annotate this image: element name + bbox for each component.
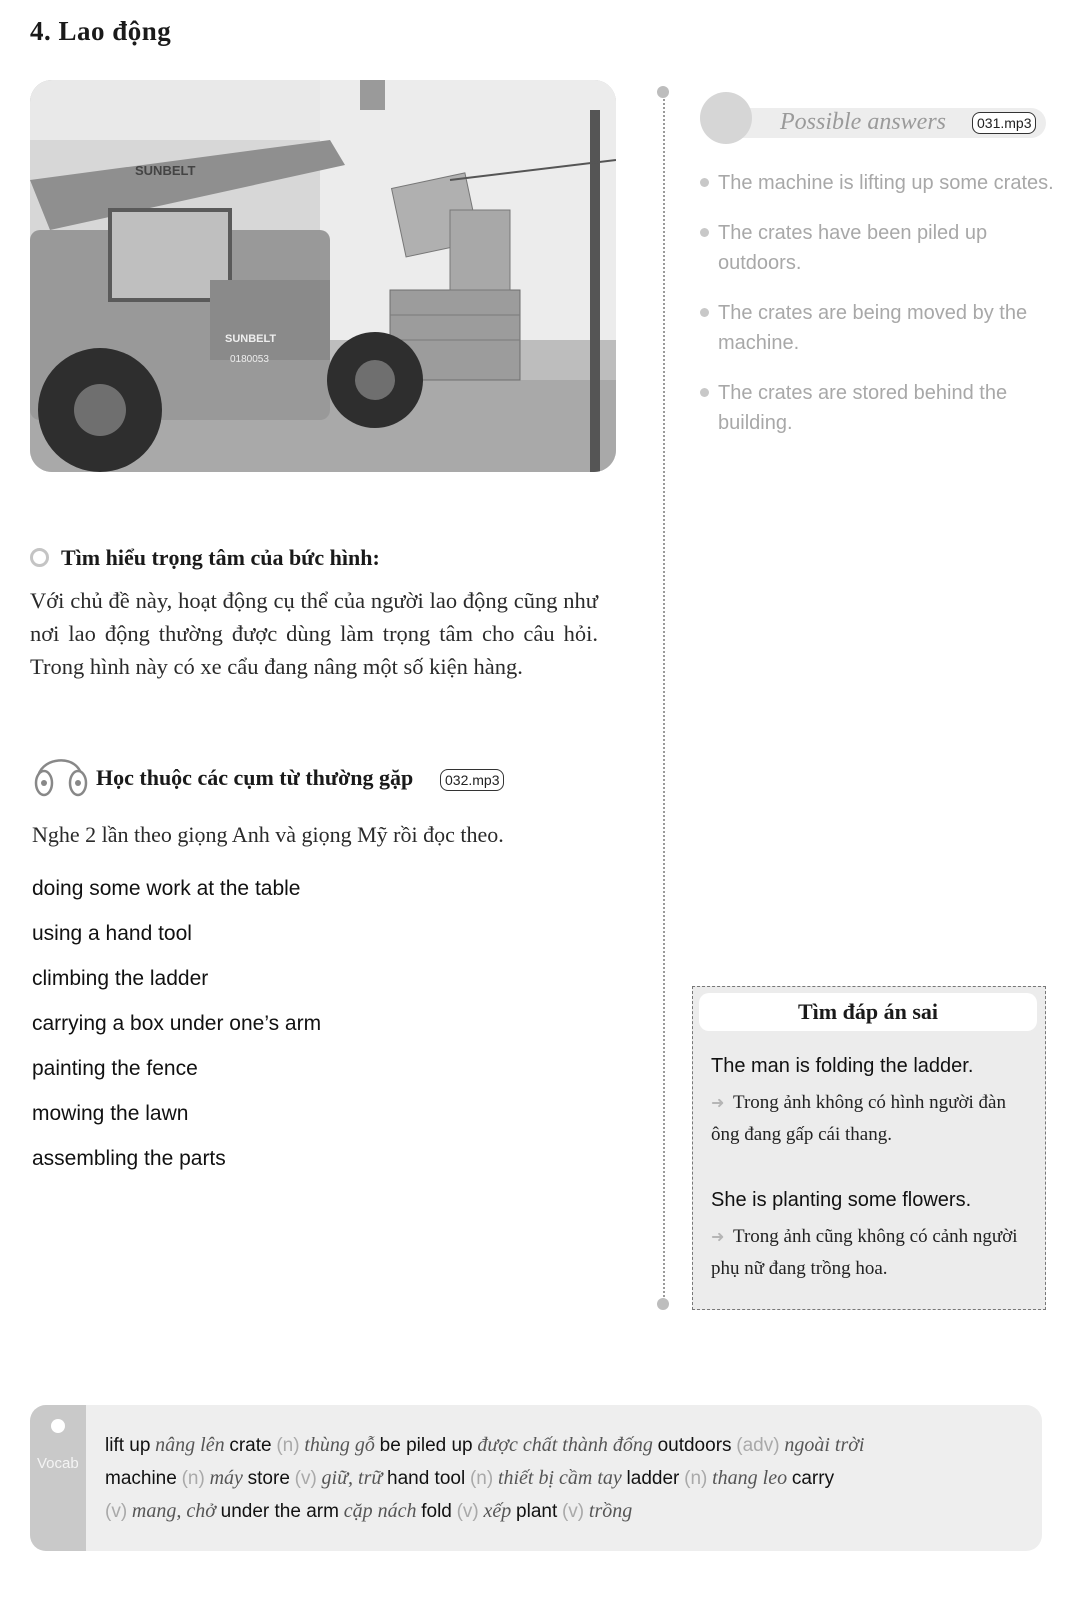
vocab-entry: carry — [791, 1468, 835, 1489]
phrases-instruction: Nghe 2 lần theo giọng Anh và giọng Mỹ rồi đọc theo. — [32, 822, 504, 847]
arrow-icon: ➜ — [711, 1095, 725, 1112]
vocab-tab — [30, 1405, 86, 1551]
circle-bullet-icon — [30, 548, 49, 567]
vocab-entry: machine (n) máy — [105, 1467, 243, 1489]
audio-badge-031[interactable]: 031.mp3 — [972, 112, 1036, 134]
speech-bubble-icon — [700, 92, 752, 144]
arrow-icon: ➜ — [711, 1229, 725, 1246]
focus-heading: Tìm hiểu trọng tâm của bức hình: — [30, 545, 380, 571]
bullet-icon — [700, 308, 709, 317]
phrase-list — [32, 866, 321, 1181]
wrong-explanation-1: ➜ Trong ảnh không có hình người đàn ông đang gấp cái thang. — [711, 1087, 1029, 1150]
wrong-explanation-2: ➜ Trong ảnh cũng không có cảnh người phụ nữ đang trồng hoa. — [711, 1221, 1029, 1284]
photo-sign-2: SUNBELT — [225, 333, 277, 345]
section-name: Lao động — [58, 16, 172, 46]
column-divider — [663, 90, 665, 1305]
list-item: The machine is lifting up some crates. — [700, 168, 1060, 198]
divider-top-dot — [657, 86, 669, 98]
list-item: assembling the parts — [32, 1147, 226, 1170]
audio-badge-032[interactable]: 032.mp3 — [440, 769, 504, 791]
section-title — [30, 16, 171, 47]
vocab-entry: store (v) giữ, trữ — [247, 1467, 383, 1489]
list-item: carrying a box under one’s arm — [32, 1012, 322, 1035]
phrases-title: Học thuộc các cụm từ thường gặp — [96, 765, 414, 790]
list-item: painting the fence — [32, 1057, 198, 1080]
list-item: The crates are being moved by the machine. — [700, 298, 1060, 358]
photo-code: 0180053 — [230, 354, 269, 365]
vocab-entry: plant (v) trồng — [516, 1500, 633, 1522]
forklift-photo — [30, 80, 616, 472]
vocab-entry: hand tool (n) thiết bị cầm tay — [387, 1467, 622, 1489]
possible-answers-list — [700, 168, 1060, 458]
bullet-icon — [700, 388, 709, 397]
vocab-entry: under the arm cặp nách — [220, 1500, 417, 1522]
phrases-heading — [30, 743, 590, 803]
list-item: climbing the ladder — [32, 967, 209, 990]
focus-body: Với chủ đề này, hoạt động cụ thể của người lao động cũng như nơi lao động thường được dùng làm trọng tâm cho câu hỏi. Trong hình này có xe cẩu đang nâng một số kiện hàng. — [30, 588, 598, 679]
divider-bottom-dot — [657, 1298, 669, 1310]
vocab-entry: fold (v) xếp — [421, 1500, 512, 1522]
vocab-entry: lift up nâng lên — [105, 1434, 225, 1456]
wrong-answers-title: Tìm đáp án sai — [699, 993, 1037, 1031]
vocab-label: Vocab — [37, 1455, 79, 1472]
vocab-text — [105, 1429, 1025, 1528]
wrong-answers-box — [692, 986, 1046, 1310]
headphones-icon — [30, 743, 92, 803]
vocab-box — [30, 1405, 1042, 1551]
vocab-entry: outdoors (adv) ngoài trời — [657, 1434, 865, 1456]
list-item: The crates have been piled up outdoors. — [700, 218, 1060, 278]
bullet-icon — [700, 228, 709, 237]
list-item: using a hand tool — [32, 922, 192, 945]
vocab-entry: ladder (n) thang leo — [626, 1467, 788, 1489]
photo-sign-1: SUNBELT — [135, 163, 196, 178]
wrong-statement-2: She is planting some flowers. — [711, 1189, 972, 1211]
wrong-statement-1: The man is folding the ladder. — [711, 1055, 974, 1077]
vocab-entry: (v) mang, chở — [105, 1500, 216, 1522]
possible-answers-title: Possible answers — [780, 109, 947, 135]
vocab-entry: crate (n) thùng gỗ — [229, 1434, 375, 1456]
vocab-entry: be piled up được chất thành đống — [379, 1434, 653, 1456]
section-number: 4. — [30, 16, 52, 46]
bullet-icon — [700, 178, 709, 187]
pin-icon — [51, 1419, 65, 1433]
list-item: The crates are stored behind the building. — [700, 378, 1060, 438]
list-item: mowing the lawn — [32, 1102, 189, 1125]
list-item: doing some work at the table — [32, 877, 301, 900]
possible-answers-header — [700, 92, 1050, 148]
